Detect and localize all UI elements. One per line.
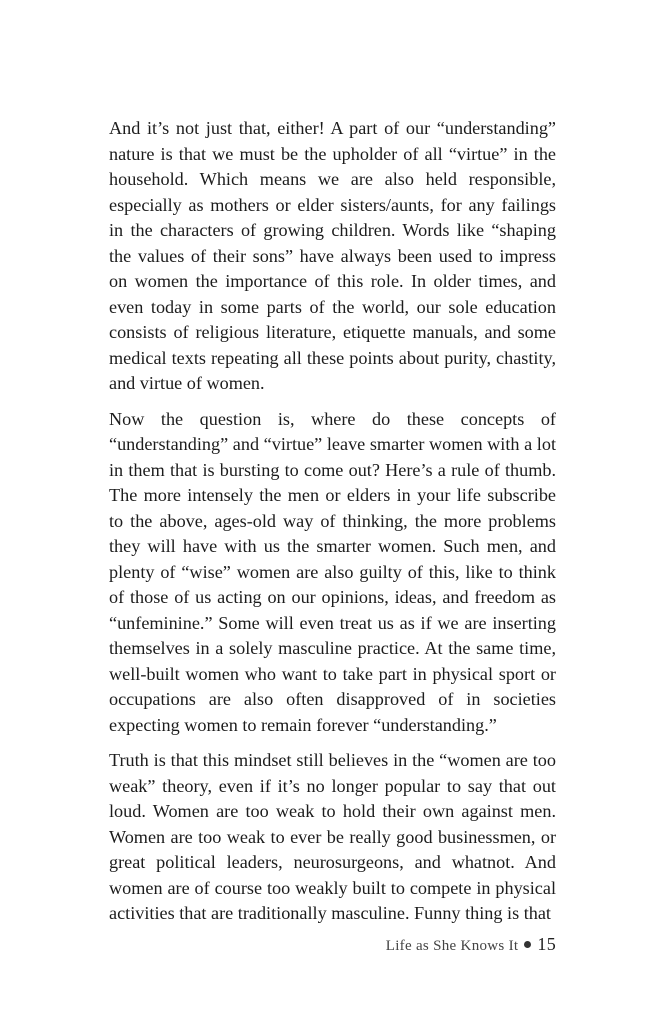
page-number: 15 <box>537 934 556 954</box>
bullet-icon <box>524 941 531 948</box>
paragraph-3: Truth is that this mindset still believes in the “women are too weak” theory, even if it’s no longer popular to say that out loud. Women are too weak to hold their own against men. Women are too weak to ever be really good businessmen, or great political leaders, neurosurgeons, and whatnot. And women are of course too weakly built to compete in physical activities that are traditionally masculine. Funny thing is that <box>109 750 556 923</box>
page-footer <box>386 934 556 955</box>
running-title: Life as She Knows It <box>385 938 519 954</box>
page-body <box>109 116 556 937</box>
paragraph-1: And it’s not just that, either! A part of our “understanding” nature is that we must be the upholder of all “virtue” in the household. Which means we are also held responsible, especially as mothers or elder sisters/aunts, for any failings in the characters of growing children. Words like “shaping the values of their sons” have always been used to impress on women the importance of this role. In older times, and even today in some parts of the world, our sole education consists of religious literature, etiquette manuals, and some medical texts repeating all these points about purity, chastity, and virtue of women. <box>109 118 556 393</box>
paragraph-2: Now the question is, where do these concepts of “understanding” and “virtue” leave smarter women with a lot in them that is bursting to come out? Here’s a rule of thumb. The more intensely the men or elders in your life subscribe to the above, ages-old way of thinking, the more problems they will have with us the smarter women. Such men, and plenty of “wise” women are also guilty of this, like to think of those of us acting on our opinions, ideas, and freedom as “unfeminine.” Some will even treat us as if we are inserting themselves in a solely masculine practice. At the same time, well-built women who want to take part in physical sport or occupations are also often disapproved of in societies expecting women to remain forever “understanding.” <box>109 408 556 735</box>
